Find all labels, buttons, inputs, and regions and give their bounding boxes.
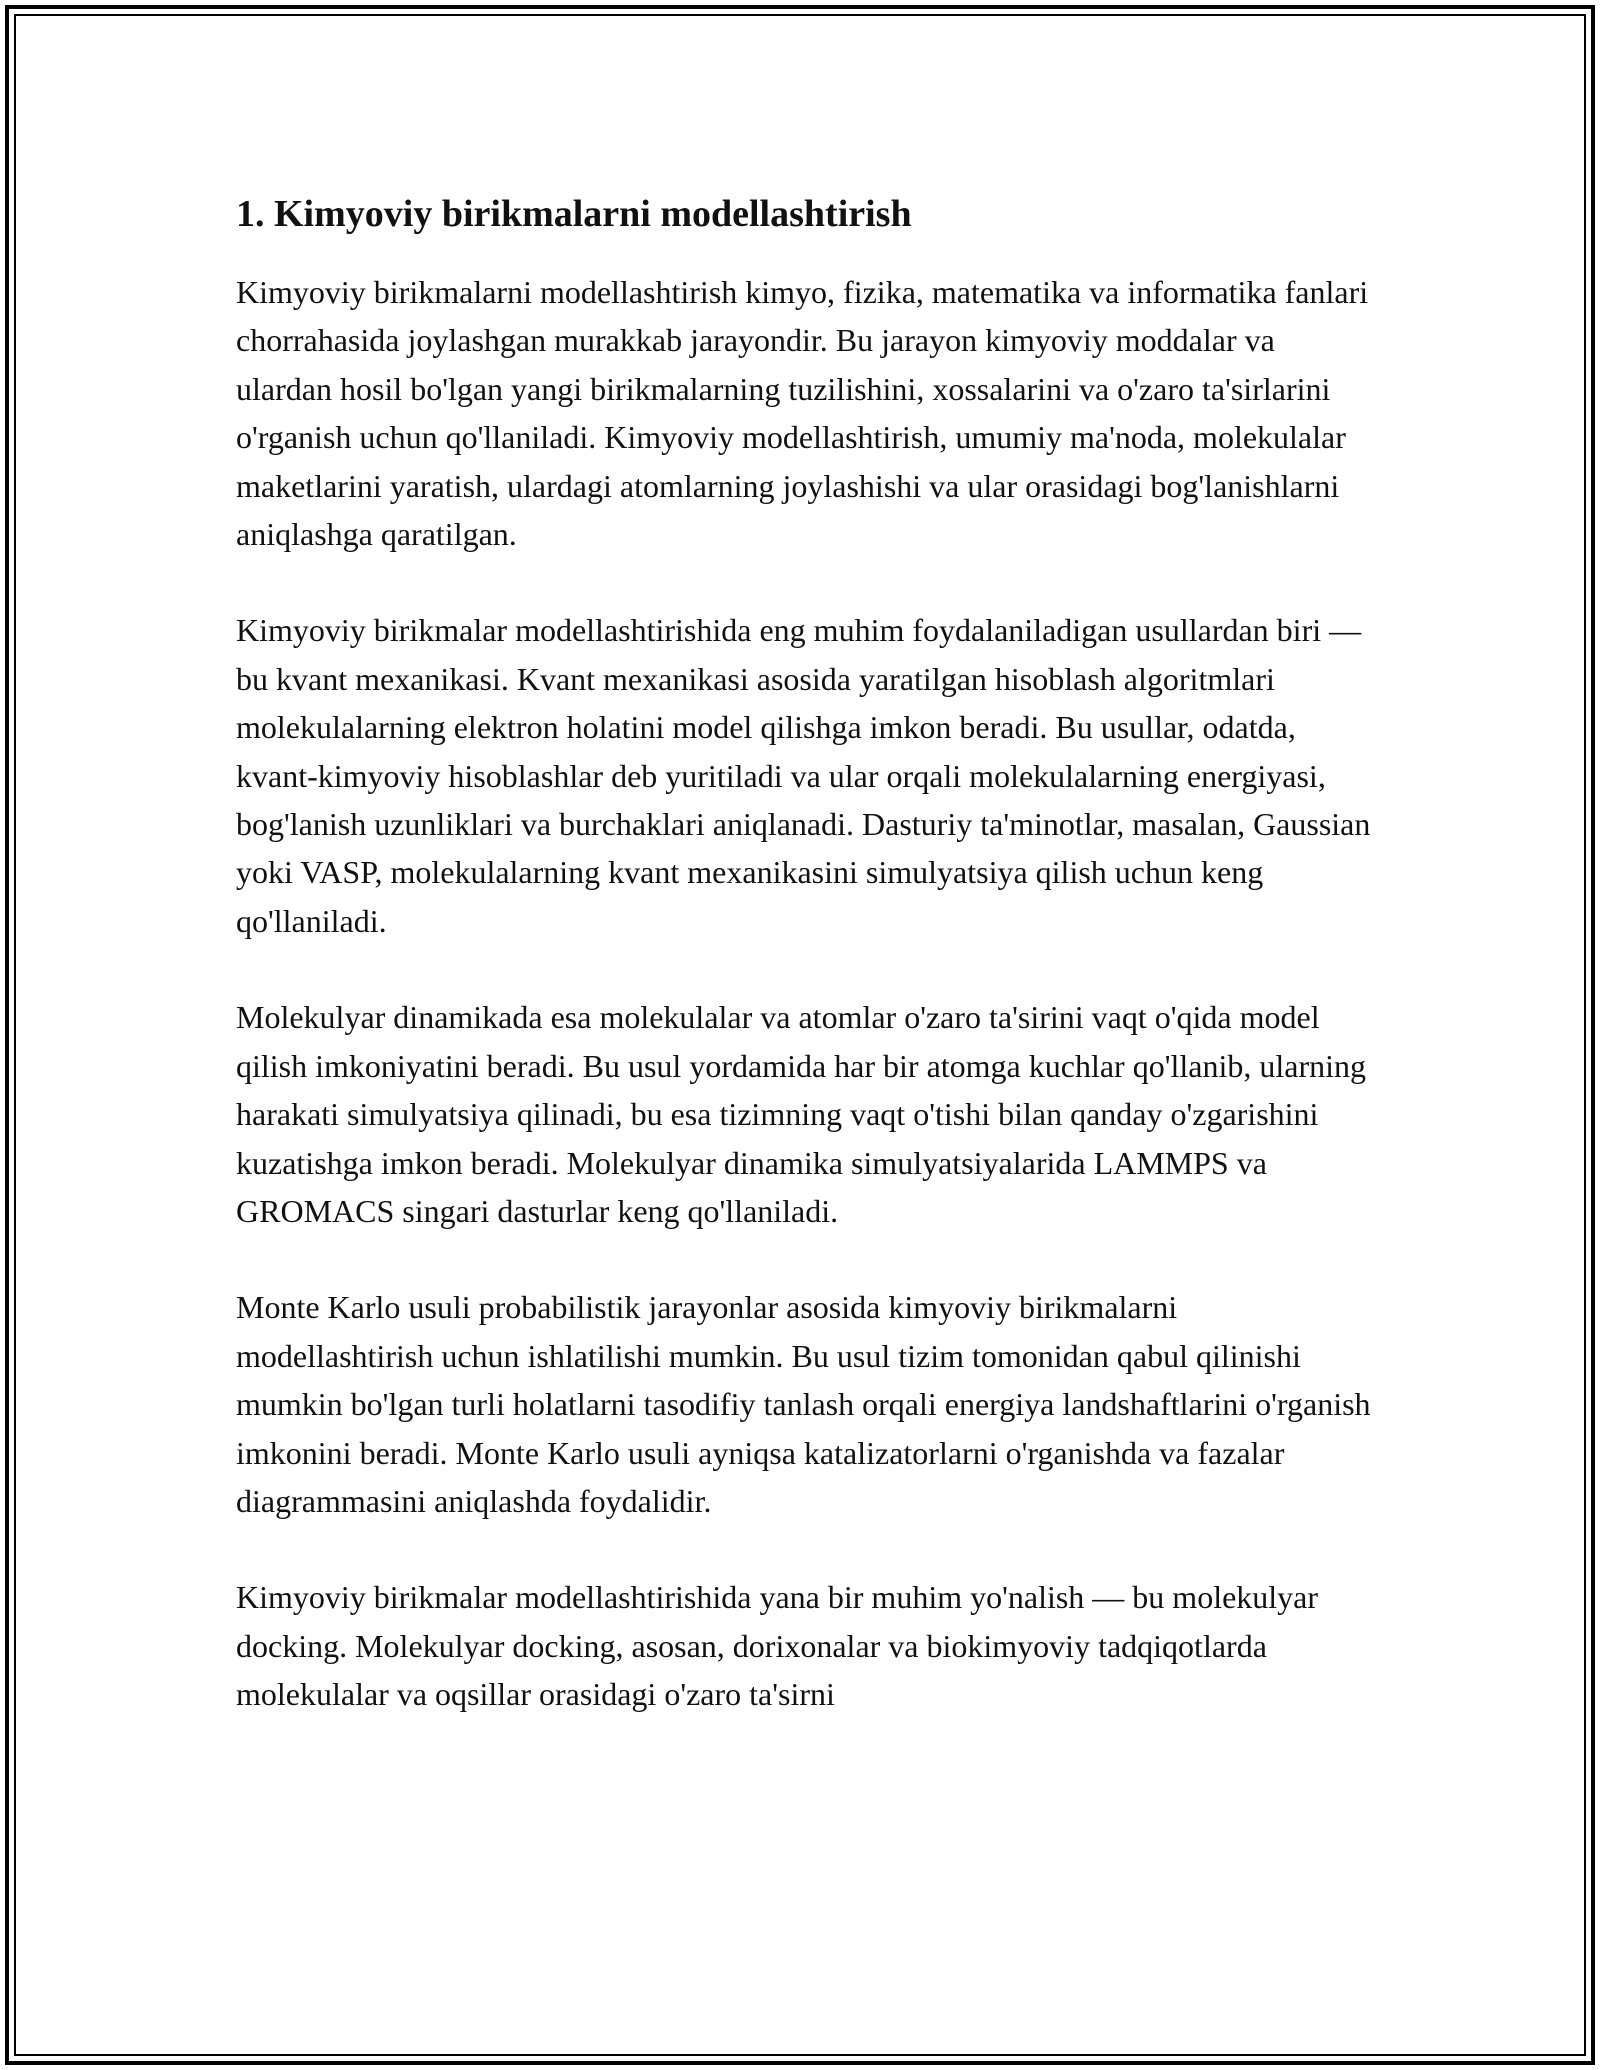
paragraph-quantum-overview: Kimyoviy birikmalarni modellashtirish kimyo, fizika, matematika va informatika fanlari chorrahasida joylashgan murakkab jarayondir. Bu jarayon kimyoviy moddalar va ulardan hosil bo'lgan yangi birikmalarning tuzilishini, xossalarini va o'zaro ta'sirlarini o'rganish uchun qo'llaniladi. Kimyoviy modellashtirish, umumiy ma'noda, molekulalar maketlarini yaratish, ulardagi atomlarning joylashishi va ular orasidagi bog'lanishlarni aniqlashga qaratilgan. xyxy=(236,274,1369,553)
paragraph-quantum-mechanics: Kimyoviy birikmalar modellashtirishida eng muhim foydalaniladigan usullardan biri — bu kvant mexanikasi. Kvant mexanikasi asosida yaratilgan hisoblash algoritmlari molekulalarning elektron holatini model qilishga imkon beradi. Bu usullar, odatda, kvant-kimyoviy hisoblashlar deb yuritiladi va ular orqali molekulalarning energiyasi, bog'lanish uzunliklari va burchaklari aniqlanadi. Dasturiy ta'minotlar, masalan, Gaussian yoki VASP, molekulalarning kvant mexanikasini simulyatsiya qilish uchun keng qo'llaniladi. xyxy=(236,612,1371,939)
paragraph-molecular-docking: Kimyoviy birikmalar modellashtirishida yana bir muhim yo'nalish — bu molekulyar docking. Molekulyar docking, asosan, dorixonalar va biokimyoviy tadqiqotlarda molekulalar va oqsillar orasidagi o'zaro ta'sirni xyxy=(236,1579,1319,1713)
paragraph-monte-carlo: Monte Karlo usuli probabilistik jarayonlar asosida kimyoviy birikmalarni modellashtirish uchun ishlatilishi mumkin. Bu usul tizim tomonidan qabul qilinishi mumkin bo'lgan turli holatlarni tasodifiy tanlash orqali energiya landshaftlarini o'rganish imkonini beradi. Monte Karlo usuli ayniqsa katalizatorlarni o'rganishda va fazalar diagrammasini aniqlashda foydalidir. xyxy=(236,1289,1371,1519)
paragraph-molecular-dynamics: Molekulyar dinamikada esa molekulalar va atomlar o'zaro ta'sirini vaqt o'qida model qilish imkoniyatini beradi. Bu usul yordamida har bir atomga kuchlar qo'llanib, ularning harakati simulyatsiya qilinadi, bu esa tizimning vaqt o'tishi bilan qanday o'zgarishini kuzatishga imkon beradi. Molekulyar dinamika simulyatsiyalarida LAMMPS va GROMACS singari dasturlar keng qo'llaniladi. xyxy=(236,999,1366,1229)
document-body xyxy=(236,188,1376,1767)
page-title: 1. Kimyoviy birikmalarni modellashtirish xyxy=(236,193,912,235)
